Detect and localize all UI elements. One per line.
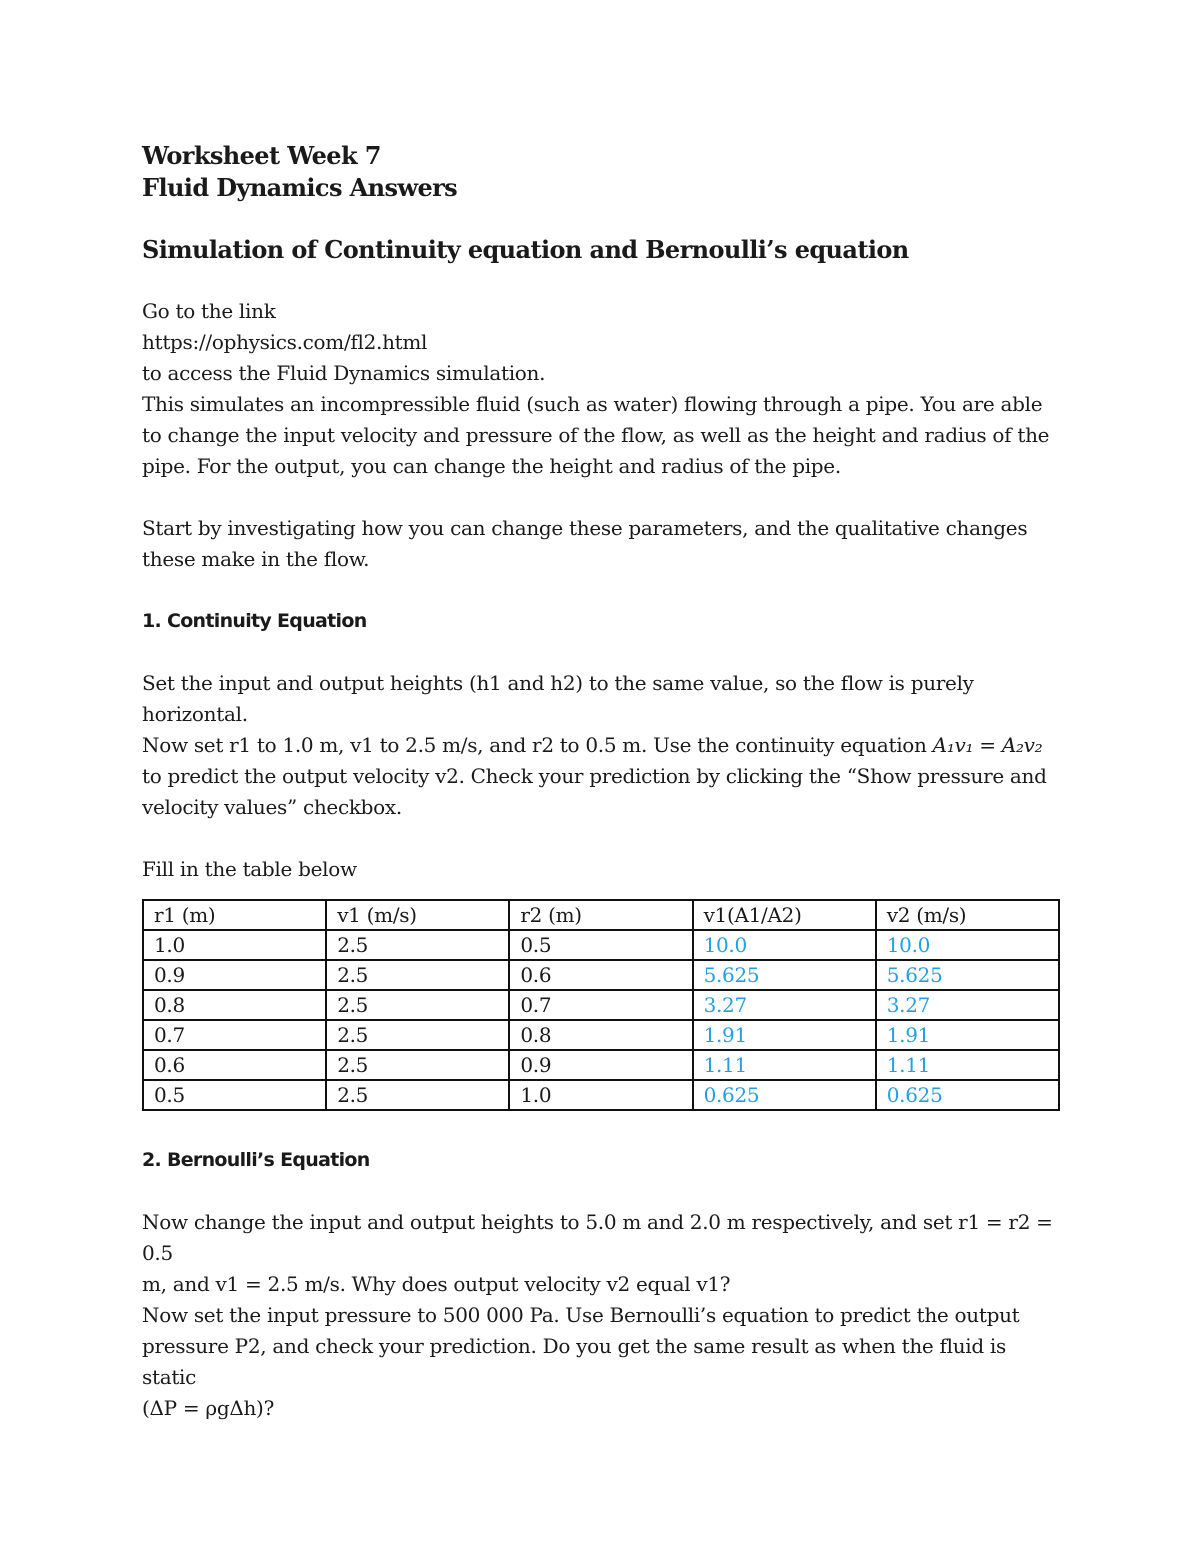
table-row [143, 960, 1059, 990]
cell-v1-ratio: 1.11 [693, 1050, 876, 1080]
cell-v2: 0.625 [876, 1080, 1059, 1110]
page-title: Worksheet Week 7 [142, 141, 381, 170]
header-v2: v2 (m/s) [876, 900, 1059, 930]
cell-v1: 2.5 [326, 1050, 509, 1080]
continuity-paragraph-line: horizontal. [142, 702, 248, 726]
bernoulli-paragraph-line: Now set the input pressure to 500 000 Pa. Use Bernoulli’s equation to predict the output [142, 1303, 1020, 1327]
cell-v1-ratio: 5.625 [693, 960, 876, 990]
fill-instruction: Fill in the table below [142, 857, 357, 881]
cell-r2: 0.5 [509, 930, 692, 960]
cell-v1-ratio: 0.625 [693, 1080, 876, 1110]
header-v1-ratio: v1(A1/A2) [693, 900, 876, 930]
continuity-paragraph-line [142, 730, 1062, 761]
intro-line: Go to the link [142, 299, 276, 323]
table-header-row [143, 900, 1059, 930]
cell-r1: 0.6 [143, 1050, 326, 1080]
bernoulli-paragraph-line: m, and v1 = 2.5 m/s. Why does output velocity v2 equal v1? [142, 1272, 731, 1296]
cell-r1: 0.8 [143, 990, 326, 1020]
continuity-paragraph-line: velocity values” checkbox. [142, 795, 402, 819]
cell-v1: 2.5 [326, 1080, 509, 1110]
continuity-table [142, 899, 1060, 1111]
cell-v1: 2.5 [326, 1020, 509, 1050]
continuity-instruction: Now set r1 to 1.0 m, v1 to 2.5 m/s, and r2 to 0.5 m. Use the continuity equation [142, 733, 933, 757]
continuity-equation: A₁v₁ = A₂v₂ [932, 733, 1043, 757]
page-subtitle: Fluid Dynamics Answers [142, 173, 458, 202]
section-heading-continuity: 1. Continuity Equation [142, 610, 367, 632]
continuity-paragraph-line: to predict the output velocity v2. Check your prediction by clicking the “Show pressure and [142, 764, 1047, 788]
section-title: Simulation of Continuity equation and Bernoulli’s equation [142, 235, 909, 264]
table-row [143, 1020, 1059, 1050]
table-row [143, 990, 1059, 1020]
cell-v2: 5.625 [876, 960, 1059, 990]
cell-r2: 1.0 [509, 1080, 692, 1110]
start-paragraph-line: Start by investigating how you can change these parameters, and the qualitative changes [142, 516, 1028, 540]
bernoulli-paragraph-line: pressure P2, and check your prediction. Do you get the same result as when the fluid is static [142, 1334, 1006, 1389]
start-paragraph-line: these make in the flow. [142, 547, 370, 571]
cell-r2: 0.8 [509, 1020, 692, 1050]
cell-v1-ratio: 10.0 [693, 930, 876, 960]
cell-v1: 2.5 [326, 990, 509, 1020]
cell-r1: 1.0 [143, 930, 326, 960]
cell-v2: 10.0 [876, 930, 1059, 960]
cell-v1: 2.5 [326, 930, 509, 960]
intro-paragraph-line: This simulates an incompressible fluid (such as water) flowing through a pipe. You are able [142, 392, 1043, 416]
bernoulli-paragraph-line: (ΔP = ρgΔh)? [142, 1396, 274, 1420]
table-row [143, 1080, 1059, 1110]
table-row [143, 930, 1059, 960]
simulation-link[interactable]: https://ophysics.com/fl2.html [142, 330, 428, 354]
cell-r1: 0.5 [143, 1080, 326, 1110]
cell-r2: 0.6 [509, 960, 692, 990]
intro-line: to access the Fluid Dynamics simulation. [142, 361, 546, 385]
cell-v1-ratio: 1.91 [693, 1020, 876, 1050]
cell-r1: 0.9 [143, 960, 326, 990]
cell-v1-ratio: 3.27 [693, 990, 876, 1020]
cell-r2: 0.9 [509, 1050, 692, 1080]
section-heading-bernoulli: 2. Bernoulli’s Equation [142, 1149, 370, 1171]
cell-r2: 0.7 [509, 990, 692, 1020]
header-r2: r2 (m) [509, 900, 692, 930]
header-v1: v1 (m/s) [326, 900, 509, 930]
cell-r1: 0.7 [143, 1020, 326, 1050]
header-r1: r1 (m) [143, 900, 326, 930]
bernoulli-paragraph-line: Now change the input and output heights to 5.0 m and 2.0 m respectively, and set r1 = r2 = 0.5 [142, 1210, 1053, 1265]
cell-v2: 1.11 [876, 1050, 1059, 1080]
intro-paragraph-line: pipe. For the output, you can change the height and radius of the pipe. [142, 454, 841, 478]
worksheet-page [142, 140, 1062, 1424]
continuity-paragraph-line: Set the input and output heights (h1 and h2) to the same value, so the flow is purely [142, 671, 974, 695]
cell-v2: 3.27 [876, 990, 1059, 1020]
cell-v2: 1.91 [876, 1020, 1059, 1050]
cell-v1: 2.5 [326, 960, 509, 990]
intro-paragraph-line: to change the input velocity and pressure of the flow, as well as the height and radius of the [142, 423, 1050, 447]
table-row [143, 1050, 1059, 1080]
